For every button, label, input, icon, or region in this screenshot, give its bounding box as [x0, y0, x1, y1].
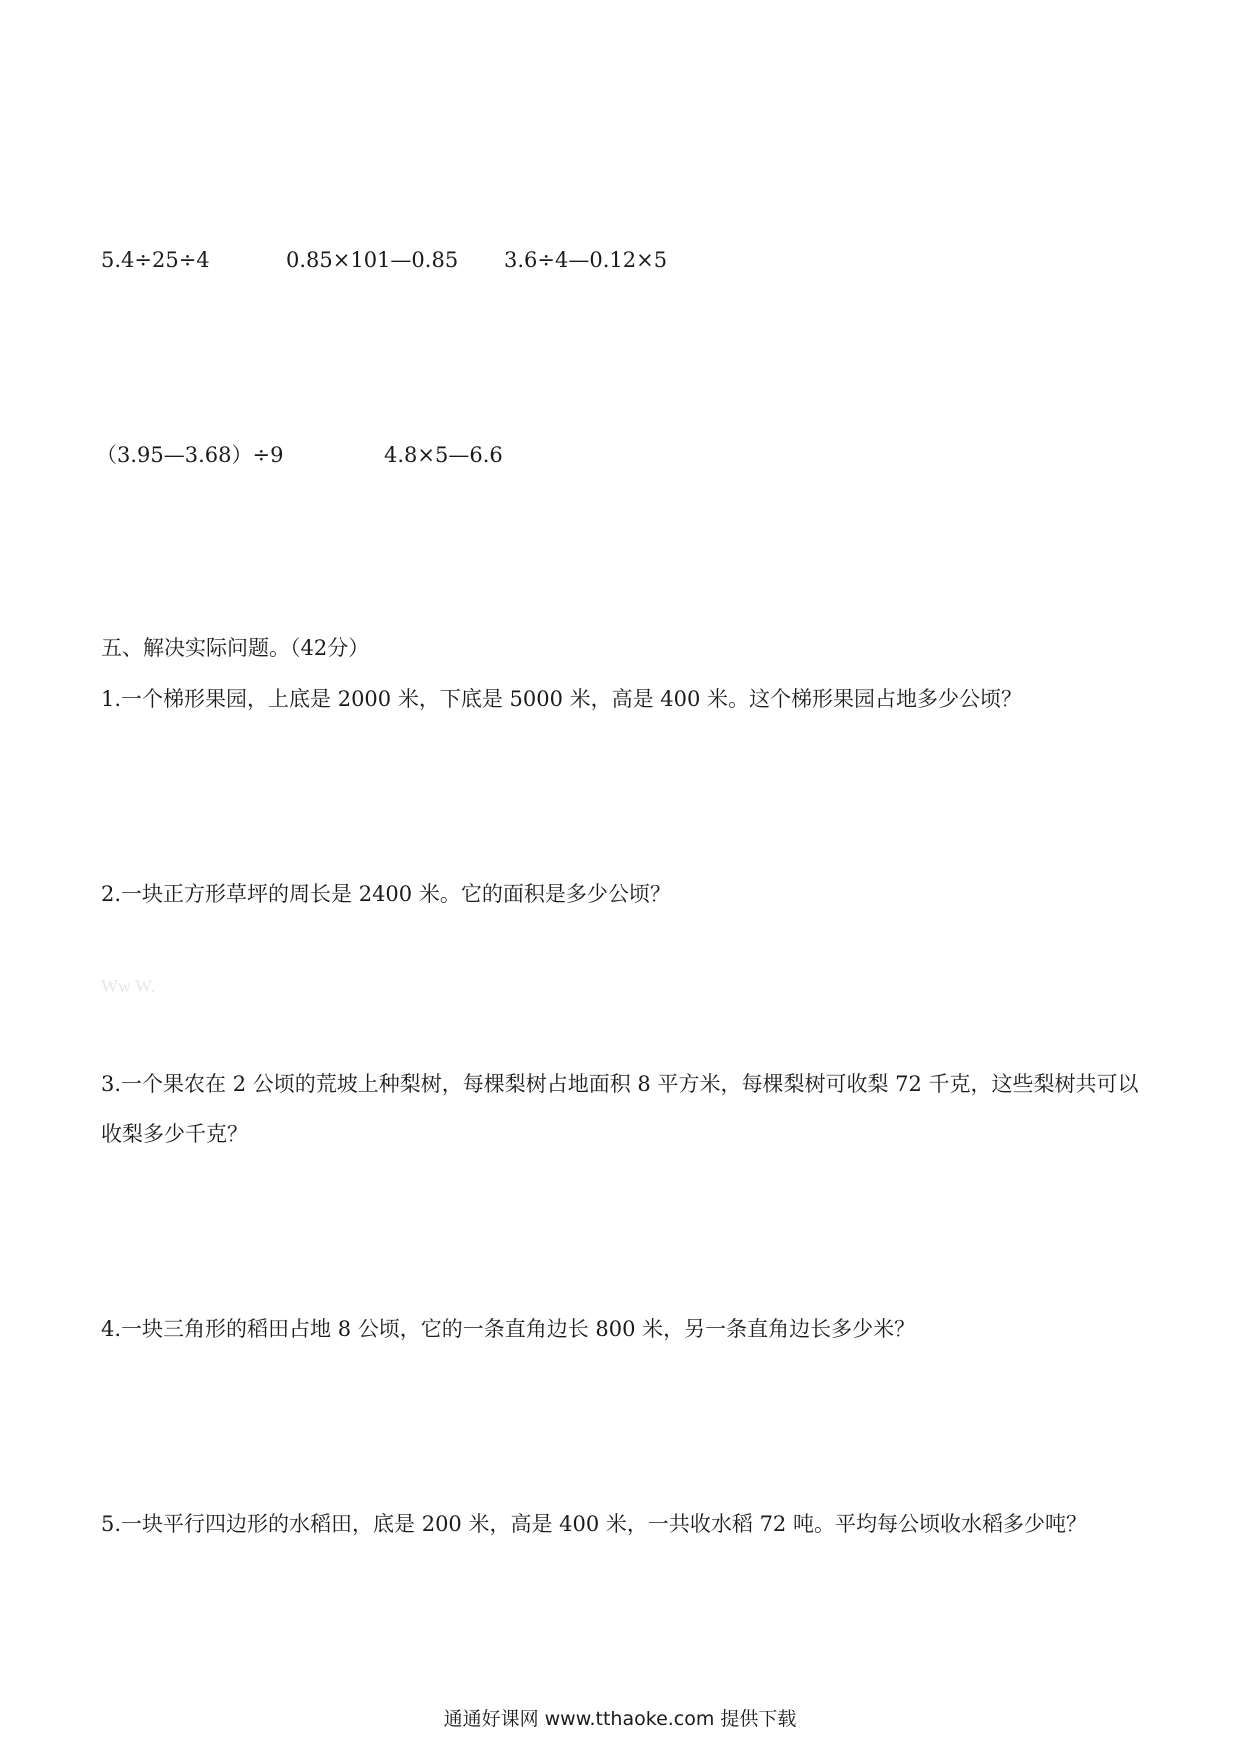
watermark-text: Ww W. — [101, 976, 155, 996]
calc-item: 4.8×5—6.6 — [384, 443, 503, 467]
calc-item: （3.95—3.68）÷9 — [96, 443, 284, 467]
question-4: 4.一块三角形的稻田占地 8 公顷，它的一条直角边长 800 米，另一条直角边长多少米？ — [101, 1317, 916, 1341]
calc-item: 5.4÷25÷4 — [101, 248, 210, 272]
question-5: 5.一块平行四边形的水稻田，底是 200 米，高是 400 米，一共收水稻 72 吨。平均每公顷收水稻多少吨？ — [101, 1512, 1087, 1536]
question-1: 1.一个梯形果园，上底是 2000 米，下底是 5000 米，高是 400 米。这个梯形果园占地多少公顷？ — [101, 687, 1023, 711]
section-heading: 五、解决实际问题。（42分） — [101, 636, 370, 660]
question-2: 2.一块正方形草坪的周长是 2400 米。它的面积是多少公顷？ — [101, 882, 671, 906]
calc-item: 3.6÷4—0.12×5 — [504, 248, 668, 272]
question-3-line-2: 收梨多少千克？ — [101, 1122, 248, 1146]
calc-item: 0.85×101—0.85 — [286, 248, 459, 272]
question-3-line-1: 3.一个果农在 2 公顷的荒坡上种梨树，每棵梨树占地面积 8 平方米，每棵梨树可收梨 72 千克，这些梨树共可以 — [101, 1072, 1139, 1096]
footer-text: 通通好课网 www.tthaoke.com 提供下载 — [443, 1708, 797, 1730]
